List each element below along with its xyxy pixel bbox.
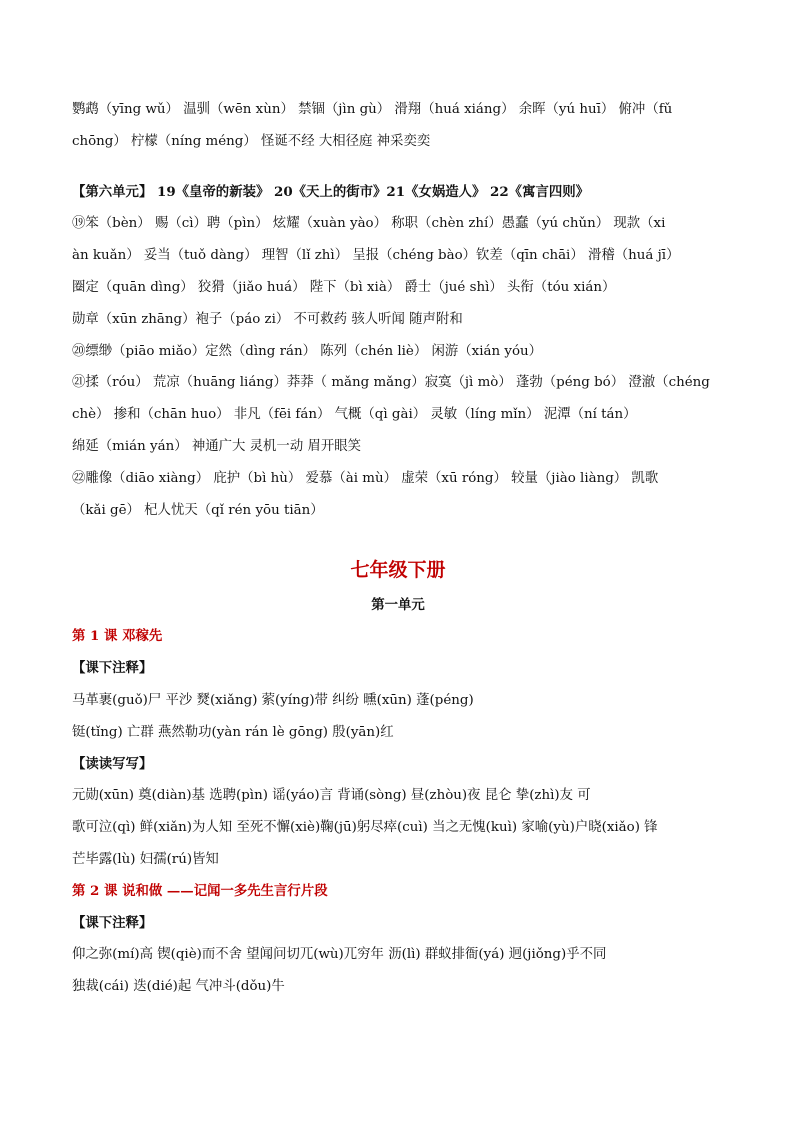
vocab-line: ⑲笨（bèn） 赐（cì）聘（pìn） 炫耀（xuàn yào） 称职（chèn zhí）愚蠢（yú chǔn） 现款（xi	[72, 216, 666, 232]
vocab-line: chōng） 柠檬（níng méng） 怪诞不经 大相径庭 神采奕奕	[72, 133, 431, 149]
vocab-line: 元勋(xūn) 奠(diàn)基 选聘(pìn) 谣(yáo)言 背诵(sòng) 昼(zhòu)夜 昆仑 挚(zhì)友 可	[72, 788, 591, 804]
lesson-title: 第 1 课 邓稼先	[72, 628, 163, 645]
vocab-line: 歌可泣(qì) 鲜(xiǎn)为人知 至死不懈(xiè)鞠(jū)躬尽瘁(cuì) 当之无愧(kuì) 家喻(yù)户晓(xiǎo) 锋	[72, 820, 658, 836]
vocab-line: ㉒雕像（diāo xiàng） 庇护（bì hù） 爱慕（ài mù） 虚荣（xū róng） 较量（jiào liàng） 凯歌	[72, 470, 659, 486]
grade-title: 七年级下册	[350, 559, 446, 582]
vocab-line: （kǎi gē） 杞人忧天（qǐ rén yōu tiān）	[72, 502, 324, 518]
vocab-line: chè） 掺和（chān huo） 非凡（fēi fán） 气概（qì gài） 灵敏（líng mǐn） 泥潭（ní tán）	[72, 407, 637, 423]
unit-title: 第一单元	[371, 597, 425, 614]
vocab-line: ⑳缥缈（piāo miǎo）定然（dìng rán） 陈列（chén liè） 闲游（xián yóu）	[72, 343, 543, 359]
vocab-line: 马革裹(guǒ)尸 平沙 燹(xiǎng) 萦(yíng)带 纠纷 曛(xūn) 蓬(péng)	[72, 692, 474, 708]
section-header: 【课下注释】	[72, 914, 153, 931]
vocab-line: 绵延（mián yán） 神通广大 灵机一动 眉开眼笑	[72, 438, 362, 454]
vocab-line: àn kuǎn） 妥当（tuǒ dàng） 理智（lǐ zhì） 呈报（chéng bào）钦差（qīn chāi） 滑稽（huá jī）	[72, 248, 680, 264]
vocab-line: 圈定（quān dìng） 狡猾（jiǎo huá） 陛下（bì xià） 爵士（jué shì） 头衔（tóu xián）	[72, 279, 616, 295]
vocab-line: ㉑揉（róu） 荒凉（huāng liáng）莽莽（ mǎng mǎng）寂寞（jì mò） 蓬勃（péng bó） 澄澈（chéng	[72, 375, 710, 391]
vocab-line: 鹦鹉（yīng wǔ） 温驯（wēn xùn） 禁锢（jìn gù） 滑翔（huá xiáng） 余晖（yú huī） 俯冲（fǔ	[72, 102, 673, 117]
vocab-line: 铤(tǐng) 亡群 燕然勒功(yàn rán lè gōng) 殷(yān)红	[72, 724, 394, 740]
document-page	[72, 94, 724, 1003]
vocab-line: 芒毕露(lù) 妇孺(rú)皆知	[72, 851, 219, 867]
vocab-line: 独裁(cái) 迭(dié)起 气冲斗(dǒu)牛	[72, 979, 285, 995]
vocab-line: 仰之弥(mí)高 锲(qiè)而不舍 望闻问切兀(wù)兀穷年 沥(lì) 群蚁排衙(yá) 迥(jiǒng)乎不同	[72, 947, 607, 963]
section-header: 【课下注释】	[72, 660, 153, 677]
lesson-title: 第 2 课 说和做 ——记闻一多先生言行片段	[72, 882, 328, 899]
unit6-header: 【第六单元】 19《皇帝的新装》 20《天上的街市》21《女娲造人》 22《寓言四则》	[72, 183, 590, 200]
vocab-line: 勋章（xūn zhāng）袍子（páo zi） 不可救药 骇人听闻 随声附和	[72, 311, 463, 327]
section-header: 【读读写写】	[72, 755, 153, 772]
